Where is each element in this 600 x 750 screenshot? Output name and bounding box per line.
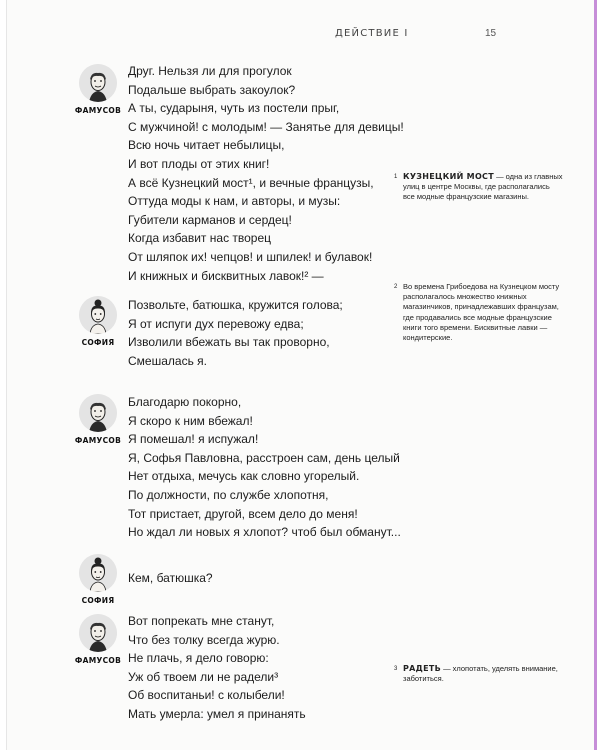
verse-line: Кем, батюшка? [128,571,213,585]
page-edge-accent [594,0,597,750]
footnote-term: РАДЕТЬ [403,664,441,673]
footnote-text: — одна из главных улиц в центре Москвы, где располагались все модные французские магазины. [403,172,563,202]
speaker-label: ФАМУСОВ [74,106,122,115]
verse-line: Оттуда моды к нам, и авторы, и музы: [128,194,341,209]
running-header: ДЕЙСТВИЕ I [335,28,409,39]
verse-line: Изволили вбежать вы так проворно, [128,335,330,350]
footnote-2 [394,282,563,343]
verse-block [128,569,213,588]
page-number: 15 [485,28,497,39]
verse-line: Уж об твоем ли не радели³ [128,669,279,684]
sofia-portrait-icon [79,296,117,334]
speaker-label: ФАМУСОВ [74,656,122,665]
verse-line: Подальше выбрать закоулок? [128,82,296,97]
sofia-portrait-icon [79,554,117,592]
verse-line: Но ждал ли новых я хлопот? чтоб был обманут... [128,525,401,540]
verse-line: И вот плоды от этих книг! [128,156,270,171]
famusov-portrait-icon [79,394,117,432]
verse-line: Об воспитаньи! с колыбели! [128,688,285,703]
footnote-number: 1 [394,174,398,180]
speaker-label: СОФИЯ [81,338,115,347]
footnote-term: КУЗНЕЦКИЙ МОСТ [403,172,494,181]
verse-line: Не плачь, я дело говорю: [128,651,269,666]
verse-line: И книжных и бисквитных лавок!² — [128,268,324,283]
verse-block [128,296,343,370]
verse-line: Всю ночь читает небылицы, [128,138,285,153]
verse-line: Мать умерла: умел я принанять [128,706,306,721]
footnote-number: 2 [394,284,398,290]
verse-line: Нет отдыха, мечусь как словно угорелый. [128,469,360,484]
verse-line: А всё Кузнецкий мост¹, и вечные французы, [128,175,374,190]
verse-line: Что без толку всегда журю. [128,632,280,647]
verse-line: Я помешал! я испужал! [128,432,259,447]
verse-line: С мужчиной! с молодым! — Занятье для девицы! [128,119,404,134]
verse-line: А ты, сударыня, чуть из постели прыг, [128,101,340,116]
verse-line: Я, Софья Павловна, расстроен сам, день целый [128,450,400,465]
verse-line: Друг. Нельзя ли для прогулок [128,64,292,78]
footnote-text: — хлопотать, уделять внимание, заботиться. [403,664,558,684]
verse-line: Благодарю покорно, [128,395,242,409]
verse-line: Смешалась я. [128,353,207,368]
verse-block [128,62,404,285]
verse-line: Позвольте, батюшка, кружится голова; [128,298,343,312]
famusov-portrait-icon [79,614,117,652]
book-page [6,0,597,750]
famusov-portrait-icon [79,64,117,102]
verse-block [128,612,306,724]
verse-line: Я от испуги дух перевожу едва; [128,316,304,331]
verse-line: По должности, по службе хлопотня, [128,487,329,502]
verse-block [128,393,401,542]
verse-line: Я скоро к ним вбежал! [128,413,253,428]
verse-line: От шляпок их! чепцов! и шпилек! и булавок! [128,249,373,264]
footnote-text: Во времена Грибоедова на Кузнецком мосту располагалось множество книжных магазинчиков, принадлежавших французам, где продавались все модные французские книги того времени. Бисквитные лавки — кондитерские. [403,282,560,343]
verse-line: Когда избавит нас творец [128,231,272,246]
verse-line: Губители карманов и сердец! [128,212,292,227]
verse-line: Тот пристает, другой, всем дело до меня! [128,506,358,521]
verse-line: Вот попрекать мне станут, [128,614,275,628]
speaker-label: СОФИЯ [81,596,115,605]
footnote-number: 3 [394,666,398,672]
speaker-label: ФАМУСОВ [74,436,122,445]
footnote-3 [394,664,563,684]
footnote-1 [394,172,563,203]
